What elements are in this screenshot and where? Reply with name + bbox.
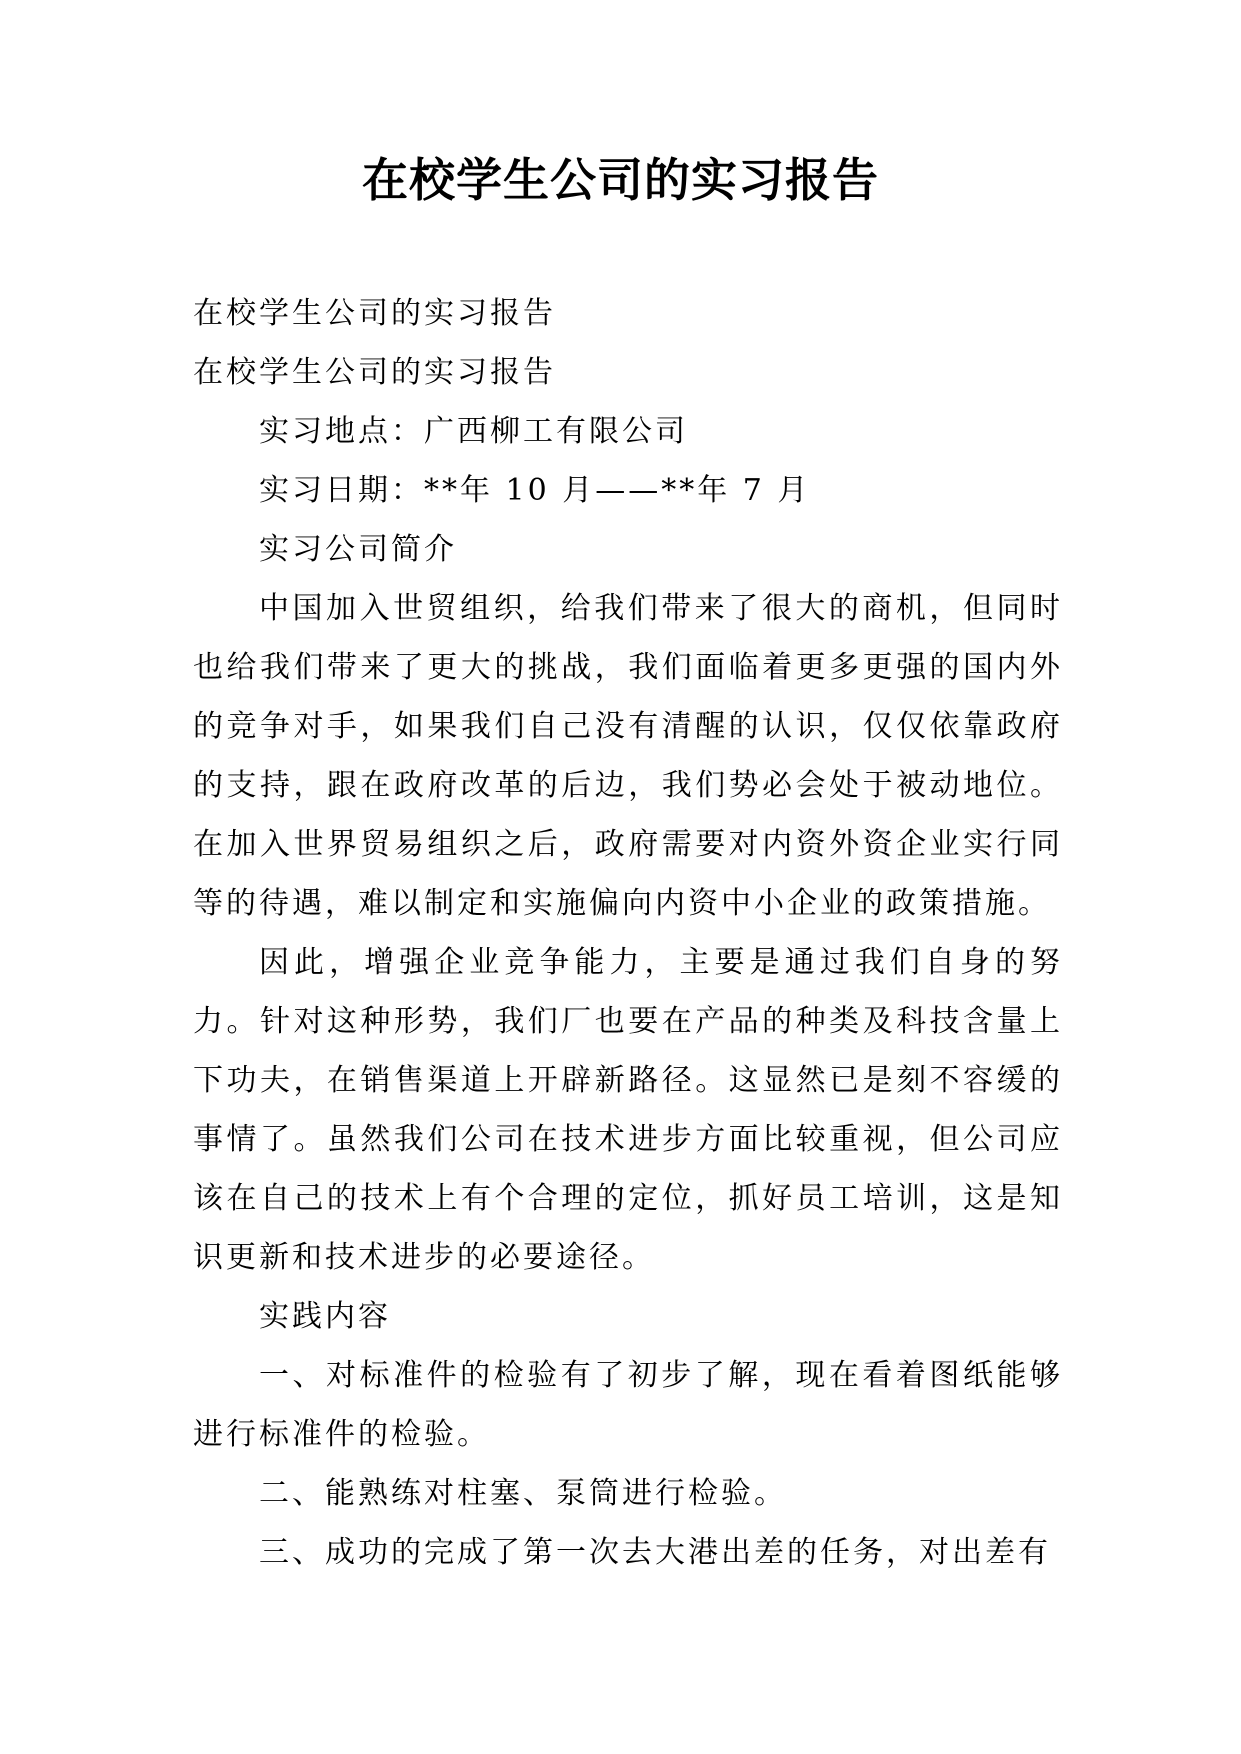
section-heading: 实习公司简介 xyxy=(259,532,457,567)
paragraph: 在校学生公司的实习报告 xyxy=(193,296,556,331)
paragraph: 在校学生公司的实习报告 xyxy=(193,355,556,390)
document-body xyxy=(193,284,1063,1582)
paragraph: 实习日期：**年 10 月——**年 7 月 xyxy=(259,473,811,508)
document-title: 在校学生公司的实习报告 xyxy=(362,153,879,207)
list-item: 二、能熟练对柱塞、泵筒进行检验。 xyxy=(259,1476,787,1511)
section-heading: 实践内容 xyxy=(259,1299,391,1334)
list-item: 三、成功的完成了第一次去大港出差的任务，对出差有 xyxy=(259,1535,1051,1570)
paragraph: 中国加入世贸组织，给我们带来了很大的商机，但同时也给我们带来了更大的挑战，我们面临着更多更强的国内外的竞争对手，如果我们自己没有清醒的认识，仅仅依靠政府的支持，跟在政府改革的后边，我们势必会处于被动地位。在加入世界贸易组织之后，政府需要对内资外资企业实行同等的待遇，难以制定和实施偏向内资中小企业的政策措施。 xyxy=(193,591,1063,921)
paragraph: 因此，增强企业竞争能力，主要是通过我们自身的努力。针对这种形势，我们厂也要在产品的种类及科技含量上下功夫，在销售渠道上开辟新路径。这显然已是刻不容缓的事情了。虽然我们公司在技术进步方面比较重视，但公司应该在自己的技术上有个合理的定位，抓好员工培训，这是知识更新和技术进步的必要途径。 xyxy=(193,945,1063,1275)
list-item: 一、对标准件的检验有了初步了解，现在看着图纸能够进行标准件的检验。 xyxy=(193,1358,1063,1452)
paragraph: 实习地点：广西柳工有限公司 xyxy=(259,414,688,449)
